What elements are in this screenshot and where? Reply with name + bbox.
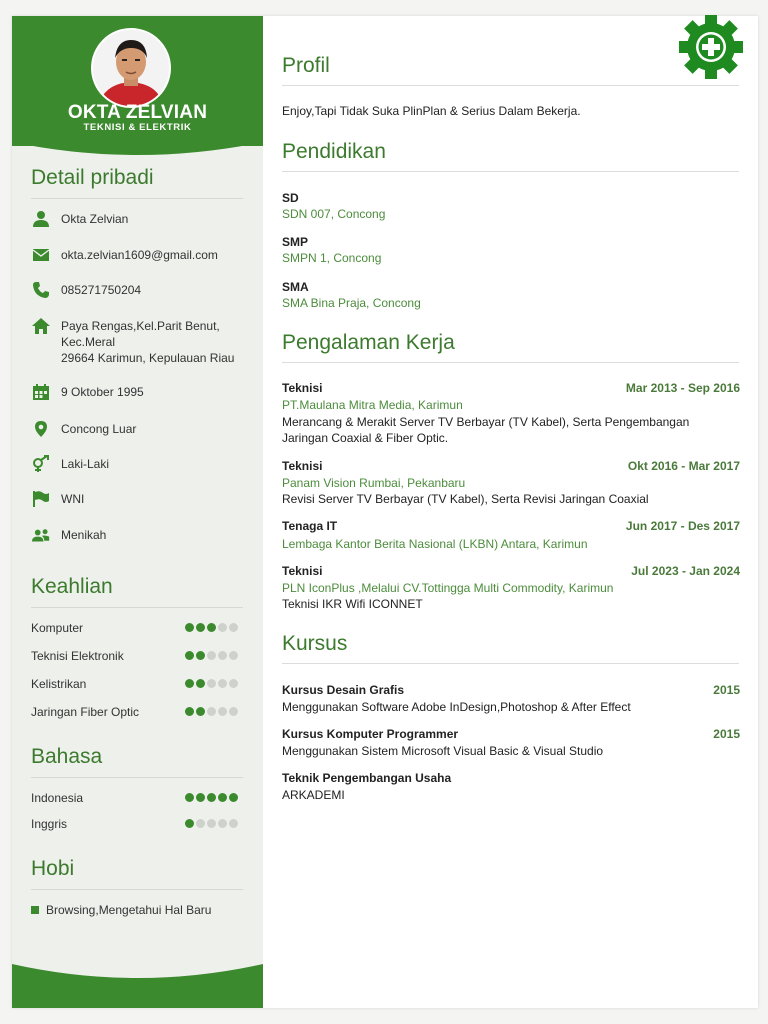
- sidebar: [12, 16, 263, 1008]
- rating-dot-empty: [229, 679, 238, 688]
- skill-label: Jaringan Fiber Optic: [31, 705, 140, 719]
- job-company: Panam Vision Rumbai, Pekanbaru: [282, 476, 466, 490]
- education-school: SMA Bina Praja, Concong: [282, 296, 421, 310]
- language-label: Inggris: [31, 817, 68, 831]
- rating-dot-empty: [218, 707, 227, 716]
- language-rating: [185, 819, 238, 828]
- divider: [31, 889, 243, 890]
- rating-dot-filled: [218, 793, 227, 802]
- map-pin-icon: [32, 420, 50, 438]
- divider: [282, 663, 739, 664]
- job-role: Teknisi: [282, 459, 323, 473]
- detail-birthplace: Concong Luar: [61, 422, 137, 436]
- job-role: Teknisi: [282, 381, 323, 395]
- rating-dot-empty: [229, 623, 238, 632]
- divider: [31, 777, 243, 778]
- job-company: PT.Maulana Mitra Media, Karimun: [282, 398, 463, 412]
- skill-rating: [185, 651, 238, 660]
- rating-dot-empty: [207, 651, 216, 660]
- divider: [282, 362, 739, 363]
- job-date: Mar 2013 - Sep 2016: [625, 381, 740, 395]
- skill-rating: [185, 679, 238, 688]
- rating-dot-empty: [229, 819, 238, 828]
- education-level: SMP: [282, 235, 309, 249]
- rating-dot-filled: [207, 623, 216, 632]
- experience-title: Pengalaman Kerja: [282, 331, 455, 354]
- rating-dot-empty: [207, 679, 216, 688]
- rating-dot-filled: [196, 623, 205, 632]
- home-icon: [32, 317, 50, 335]
- rating-dot-filled: [185, 623, 194, 632]
- rating-dot-empty: [218, 623, 227, 632]
- job-company: Lembaga Kantor Berita Nasional (LKBN) Antara, Karimun: [282, 537, 588, 551]
- detail-address: [61, 318, 256, 366]
- envelope-icon: [32, 246, 50, 264]
- rating-dot-empty: [229, 707, 238, 716]
- skill-rating: [185, 707, 238, 716]
- rating-dot-empty: [207, 707, 216, 716]
- course-desc: Menggunakan Sistem Microsoft Visual Basic & Visual Studio: [282, 744, 604, 758]
- rating-dot-empty: [207, 819, 216, 828]
- skill-rating: [185, 623, 238, 632]
- job-date: Okt 2016 - Mar 2017: [627, 459, 740, 473]
- education-title: Pendidikan: [282, 140, 386, 163]
- skills-title: Keahlian: [31, 575, 113, 598]
- course-name: Kursus Desain Grafis: [282, 683, 405, 697]
- detail-nationality: WNI: [61, 492, 85, 506]
- candidate-role: TEKNISI & ELEKTRIK: [83, 122, 192, 133]
- detail-email[interactable]: okta.zelvian1609@gmail.com: [61, 248, 218, 262]
- skill-label: Kelistrikan: [31, 677, 87, 691]
- avatar: [91, 28, 171, 108]
- rating-dot-empty: [229, 651, 238, 660]
- rating-dot-empty: [196, 819, 205, 828]
- course-year: 2015: [713, 727, 740, 741]
- detail-name: Okta Zelvian: [61, 212, 129, 226]
- language-label: Indonesia: [31, 791, 84, 805]
- skill-label: Teknisi Elektronik: [31, 649, 124, 663]
- education-level: SMA: [282, 280, 309, 294]
- detail-gender: Laki-Laki: [61, 457, 110, 471]
- rating-dot-empty: [218, 819, 227, 828]
- rating-dot-filled: [229, 793, 238, 802]
- address-line-3: 29664 Karimun, Kepulauan Riau: [61, 351, 235, 365]
- job-desc: Revisi Server TV Berbayar (TV Kabel), Serta Revisi Jaringan Coaxial: [282, 492, 649, 506]
- job-company: PLN IconPlus ,Melalui CV.Tottingga Multi Commodity, Karimun: [282, 581, 614, 595]
- divider: [282, 171, 739, 172]
- users-icon: [32, 526, 50, 544]
- calendar-icon: [32, 383, 50, 401]
- hobby-bullet: [31, 906, 39, 914]
- divider: [282, 85, 739, 86]
- job-desc: Merancang & Merakit Server TV Berbayar (TV Kabel), Serta Pengembangan: [282, 415, 690, 429]
- job-date: Jul 2023 - Jan 2024: [631, 564, 740, 578]
- rating-dot-filled: [207, 793, 216, 802]
- gender-icon: [32, 455, 50, 473]
- rating-dot-filled: [185, 679, 194, 688]
- education-school: SMPN 1, Concong: [282, 251, 382, 265]
- job-desc: Jaringan Coaxial & Fiber Optic.: [282, 431, 449, 445]
- rating-dot-filled: [196, 793, 205, 802]
- job-role: Teknisi: [282, 564, 323, 578]
- phone-icon: [32, 281, 50, 299]
- job-role: Tenaga IT: [282, 519, 338, 533]
- address-line-2: Kec.Meral: [61, 335, 116, 349]
- user-icon: [32, 210, 50, 228]
- course-name: Kursus Komputer Programmer: [282, 727, 459, 741]
- course-desc: Menggunakan Software Adobe InDesign,Photoshop & After Effect: [282, 700, 631, 714]
- language-rating: [185, 793, 238, 802]
- rating-dot-filled: [196, 651, 205, 660]
- course-name: Teknik Pengembangan Usaha: [282, 771, 452, 785]
- course-year: 2015: [713, 683, 740, 697]
- education-level: SD: [282, 191, 299, 205]
- divider: [31, 198, 243, 199]
- languages-title: Bahasa: [31, 745, 103, 768]
- hobbies-title: Hobi: [31, 857, 75, 880]
- detail-birthdate: 9 Oktober 1995: [61, 385, 144, 399]
- course-desc: ARKADEMI: [282, 788, 345, 802]
- job-date: Jun 2017 - Des 2017: [625, 519, 740, 533]
- address-line-1: Paya Rengas,Kel.Parit Benut,: [61, 319, 220, 333]
- rating-dot-filled: [196, 707, 205, 716]
- resume-page: [12, 16, 758, 1008]
- detail-phone: 085271750204: [61, 283, 142, 297]
- details-title: Detail pribadi: [31, 166, 154, 189]
- footer-wave: [12, 958, 263, 1008]
- rating-dot-filled: [196, 679, 205, 688]
- profile-title: Profil: [282, 54, 330, 77]
- divider: [31, 607, 243, 608]
- detail-marital: Menikah: [61, 528, 107, 542]
- header-curve: [12, 128, 263, 168]
- education-school: SDN 007, Concong: [282, 207, 386, 221]
- profile-text: Enjoy,Tapi Tidak Suka PlinPlan & Serius Dalam Bekerja.: [282, 104, 581, 118]
- hobby-item: Browsing,Mengetahui Hal Baru: [46, 903, 212, 917]
- rating-dot-empty: [218, 651, 227, 660]
- gear-plus-logo-icon: [677, 13, 745, 81]
- candidate-name: OKTA ZELVIAN: [67, 102, 208, 123]
- rating-dot-filled: [185, 793, 194, 802]
- flag-icon: [32, 490, 50, 508]
- skill-label: Komputer: [31, 621, 84, 635]
- job-desc: Teknisi IKR Wifi ICONNET: [282, 597, 423, 611]
- rating-dot-filled: [185, 819, 194, 828]
- rating-dot-empty: [218, 679, 227, 688]
- courses-title: Kursus: [282, 632, 348, 655]
- rating-dot-filled: [185, 651, 194, 660]
- rating-dot-filled: [185, 707, 194, 716]
